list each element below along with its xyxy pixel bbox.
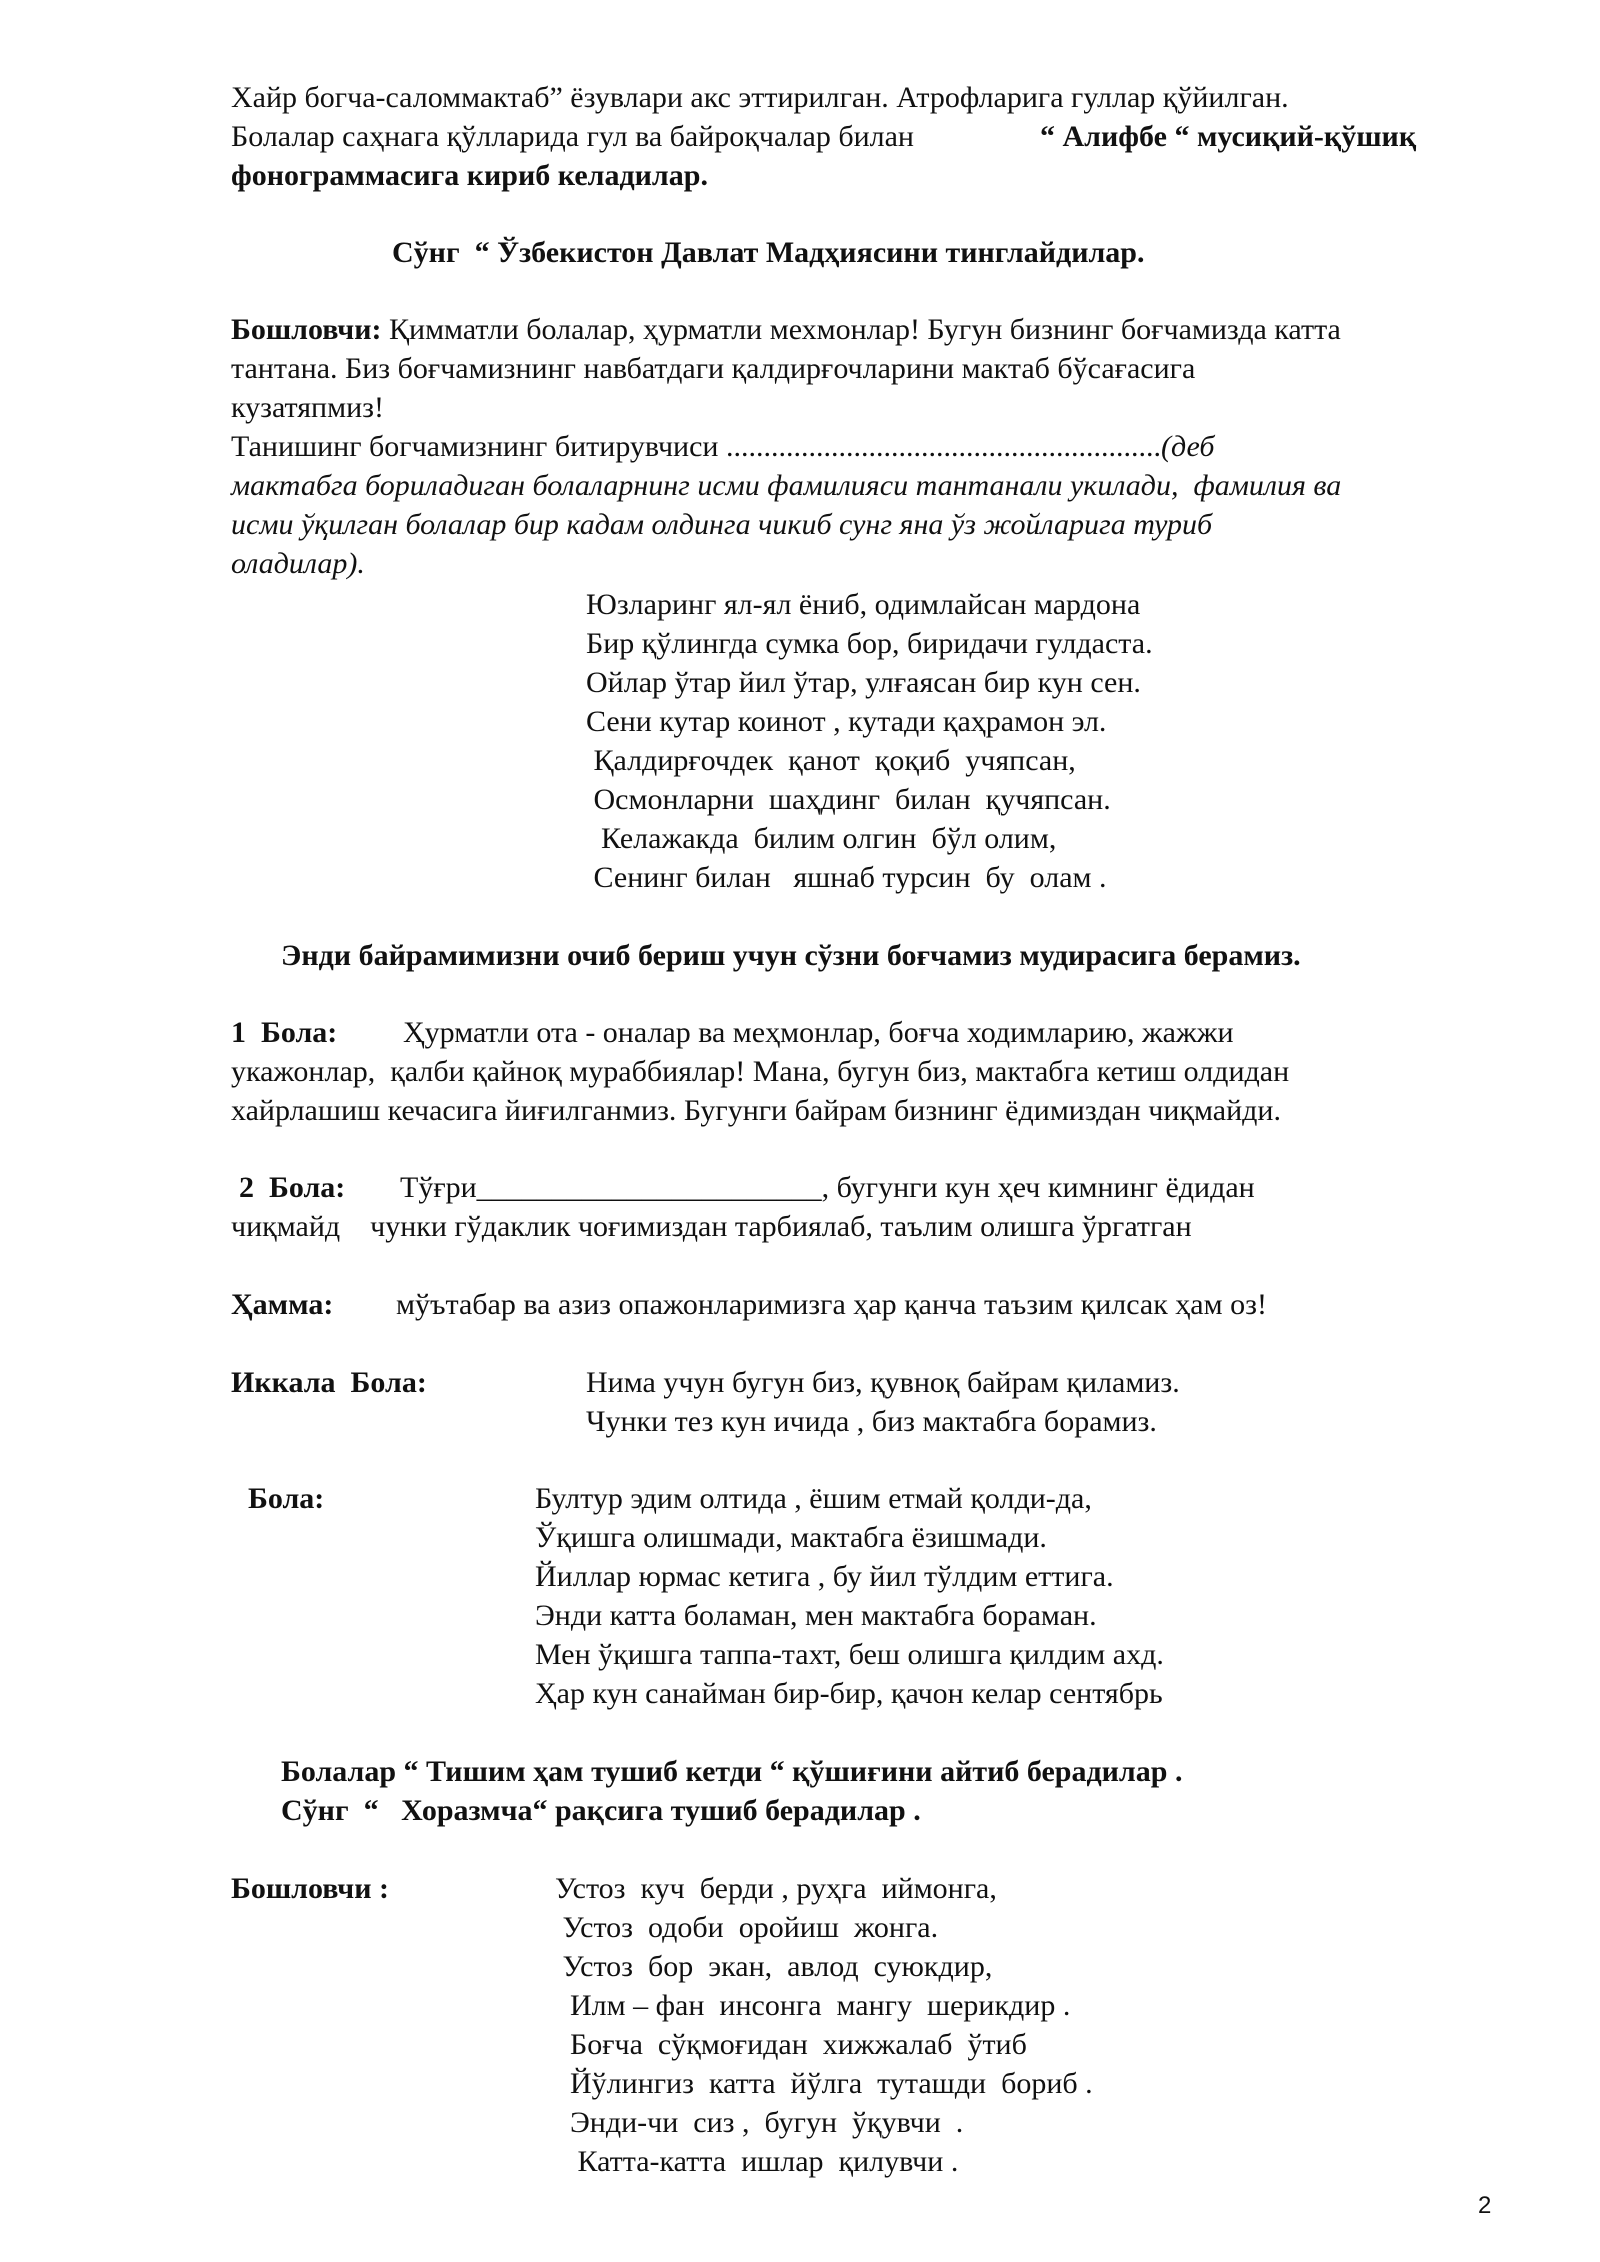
child2-label: 2 Бола: (239, 1171, 346, 1204)
intro-line-3: фонограммасига кириб келадилар. (231, 159, 708, 192)
host1-text-1: Қимматли болалар, ҳурматли мехмонлар! Бугун бизнинг боғчамизда катта (381, 313, 1341, 346)
poem1-line: Сенинг билан яшнаб турсин бу олам . (586, 861, 1107, 894)
child3-line: Мен ўқишга таппа-тахт, беш олишга қилдим ахд. (535, 1638, 1164, 1671)
host1-text-4: Танишинг богчамизнинг битирувчиси .......................................................... (231, 430, 1161, 463)
song-line-1: Болалар “ Тишим ҳам тушиб кетди “ қўшиғини айтиб берадилар . (281, 1755, 1183, 1788)
host1-line-2: тантана. Биз боғчамизнинг навбатдаги қалдирғочларини мактаб бўсағасига (231, 352, 1196, 385)
poem1-line: Юзларинг ял-ял ёниб, одимлайсан мардона (586, 588, 1141, 621)
host2-line: Катта-катта ишлар қилувчи . (555, 2145, 959, 2178)
both-label: Иккала Бола: (231, 1366, 427, 1399)
child1-line-1: Ҳурматли ота - оналар ва меҳмонлар, боғча ходимларию, жажжи (403, 1016, 1234, 1049)
child3-line: Бултур эдим олтида , ёшим етмай қолди-да, (535, 1482, 1092, 1515)
child1-line-3: хайрлашиш кечасига йиғилганмиз. Бугунги байрам бизнинг ёдимиздан чиқмайди. (231, 1094, 1281, 1127)
child1-label: 1 Бола: (231, 1016, 338, 1049)
all-text: мўътабар ва азиз опажонларимизга ҳар қанча таъзим қилсак ҳам оз! (396, 1288, 1267, 1321)
child3-line: Ўқишга олишмади, мактабга ёзишмади. (535, 1521, 1047, 1554)
all-label: Ҳамма: (231, 1288, 334, 1321)
host1-line-6: исми ўқилган болалар бир кадам олдинга чикиб сунг яна ўз жойларига туриб (231, 508, 1213, 541)
host2-line: Боғча сўқмоғидан хижжалаб ўтиб (555, 2028, 1027, 2061)
poem1-line: Сени кутар коинот , кутади қаҳрамон эл. (586, 705, 1107, 738)
host1-text-4-italic: (деб (1160, 430, 1215, 463)
child2-line-2: чиқмайд чунки гўдаклик чоғимиздан тарбиялаб, таълим олишга ўргатган (231, 1210, 1192, 1243)
poem1-line: Осмонларни шаҳдинг билан қучяпсан. (586, 783, 1111, 816)
child1-line-2: укажонлар, қалби қайноқ мураббиялар! Мана, бугун биз, мактабга кетиш олдидан (231, 1055, 1290, 1088)
host2-line: Устоз куч берди , руҳга иймонга, (555, 1872, 997, 1905)
page-number: 2 (1478, 2192, 1492, 2219)
host2-line: Устоз бор экан, авлод суюкдир, (555, 1950, 993, 1983)
intro-line-2-bold: “ Алифбе “ мусиқий-қўшиқ (1040, 120, 1417, 153)
intro-line-1: Хайр богча-саломмактаб” ёзувлари акс эттирилган. Атрофларига гуллар қўйилган. (231, 81, 1289, 114)
opening-line: Энди байрамимизни очиб бериш учун сўзни боғчамиз мудирасига берамиз. (281, 939, 1301, 972)
host2-label: Бошловчи : (231, 1872, 389, 1905)
host2-line: Энди-чи сиз , бугун ўқувчи . (555, 2106, 964, 2139)
both-line: Чунки тез кун ичида , биз мактабга борамиз. (586, 1405, 1157, 1438)
child3-line: Энди катта боламан, мен мактабга бораман. (535, 1599, 1097, 1632)
child3-line: Йиллар юрмас кетига , бу йил тўлдим еттига. (535, 1560, 1114, 1593)
anthem-line: Сўнг “ Ўзбекистон Давлат Мадҳиясини тинглайдилар. (392, 236, 1145, 269)
poem1-line: Ойлар ўтар йил ўтар, улғаясан бир кун сен. (586, 666, 1141, 699)
poem1-line: Қалдирғочдек қанот қоқиб учяпсан, (586, 744, 1076, 777)
host2-line: Йўлингиз катта йўлга туташди бориб . (555, 2067, 1093, 2100)
child3-line: Ҳар кун санайман бир-бир, қачон келар сентябрь (535, 1677, 1163, 1710)
poem1-line: Келажакда билим олгин бўл олим, (586, 822, 1057, 855)
child3-label: Бола: (248, 1482, 325, 1515)
poem1-line: Бир қўлингда сумка бор, биридачи гулдаста. (586, 627, 1153, 660)
song-line-2: Сўнг “ Хоразмча“ рақсига тушиб берадилар . (281, 1794, 921, 1827)
host1-line-3: кузатяпмиз! (231, 391, 384, 424)
host2-line: Илм – фан инсонга мангу шерикдир . (555, 1989, 1071, 2022)
host1-line-5: мактабга бориладиган болаларнинг исми фамилияси тантанали укилади, фамилия ва (231, 469, 1342, 502)
host1-line-4 (231, 427, 1215, 466)
intro-line-2-text: Болалар саҳнага қўлларида гул ва байроқчалар билан (231, 120, 914, 153)
host1-label: Бошловчи: (231, 313, 382, 346)
both-line: Нима учун бугун биз, қувноқ байрам қиламиз. (586, 1366, 1180, 1399)
host1-line-1 (231, 310, 1341, 349)
child2-line-1: Тўғри_______________________, бугунги кун ҳеч кимнинг ёдидан (400, 1171, 1255, 1204)
host1-line-7: оладилар). (231, 547, 365, 580)
host2-line: Устоз одоби оройиш жонга. (555, 1911, 939, 1944)
intro-line-2 (231, 117, 914, 156)
